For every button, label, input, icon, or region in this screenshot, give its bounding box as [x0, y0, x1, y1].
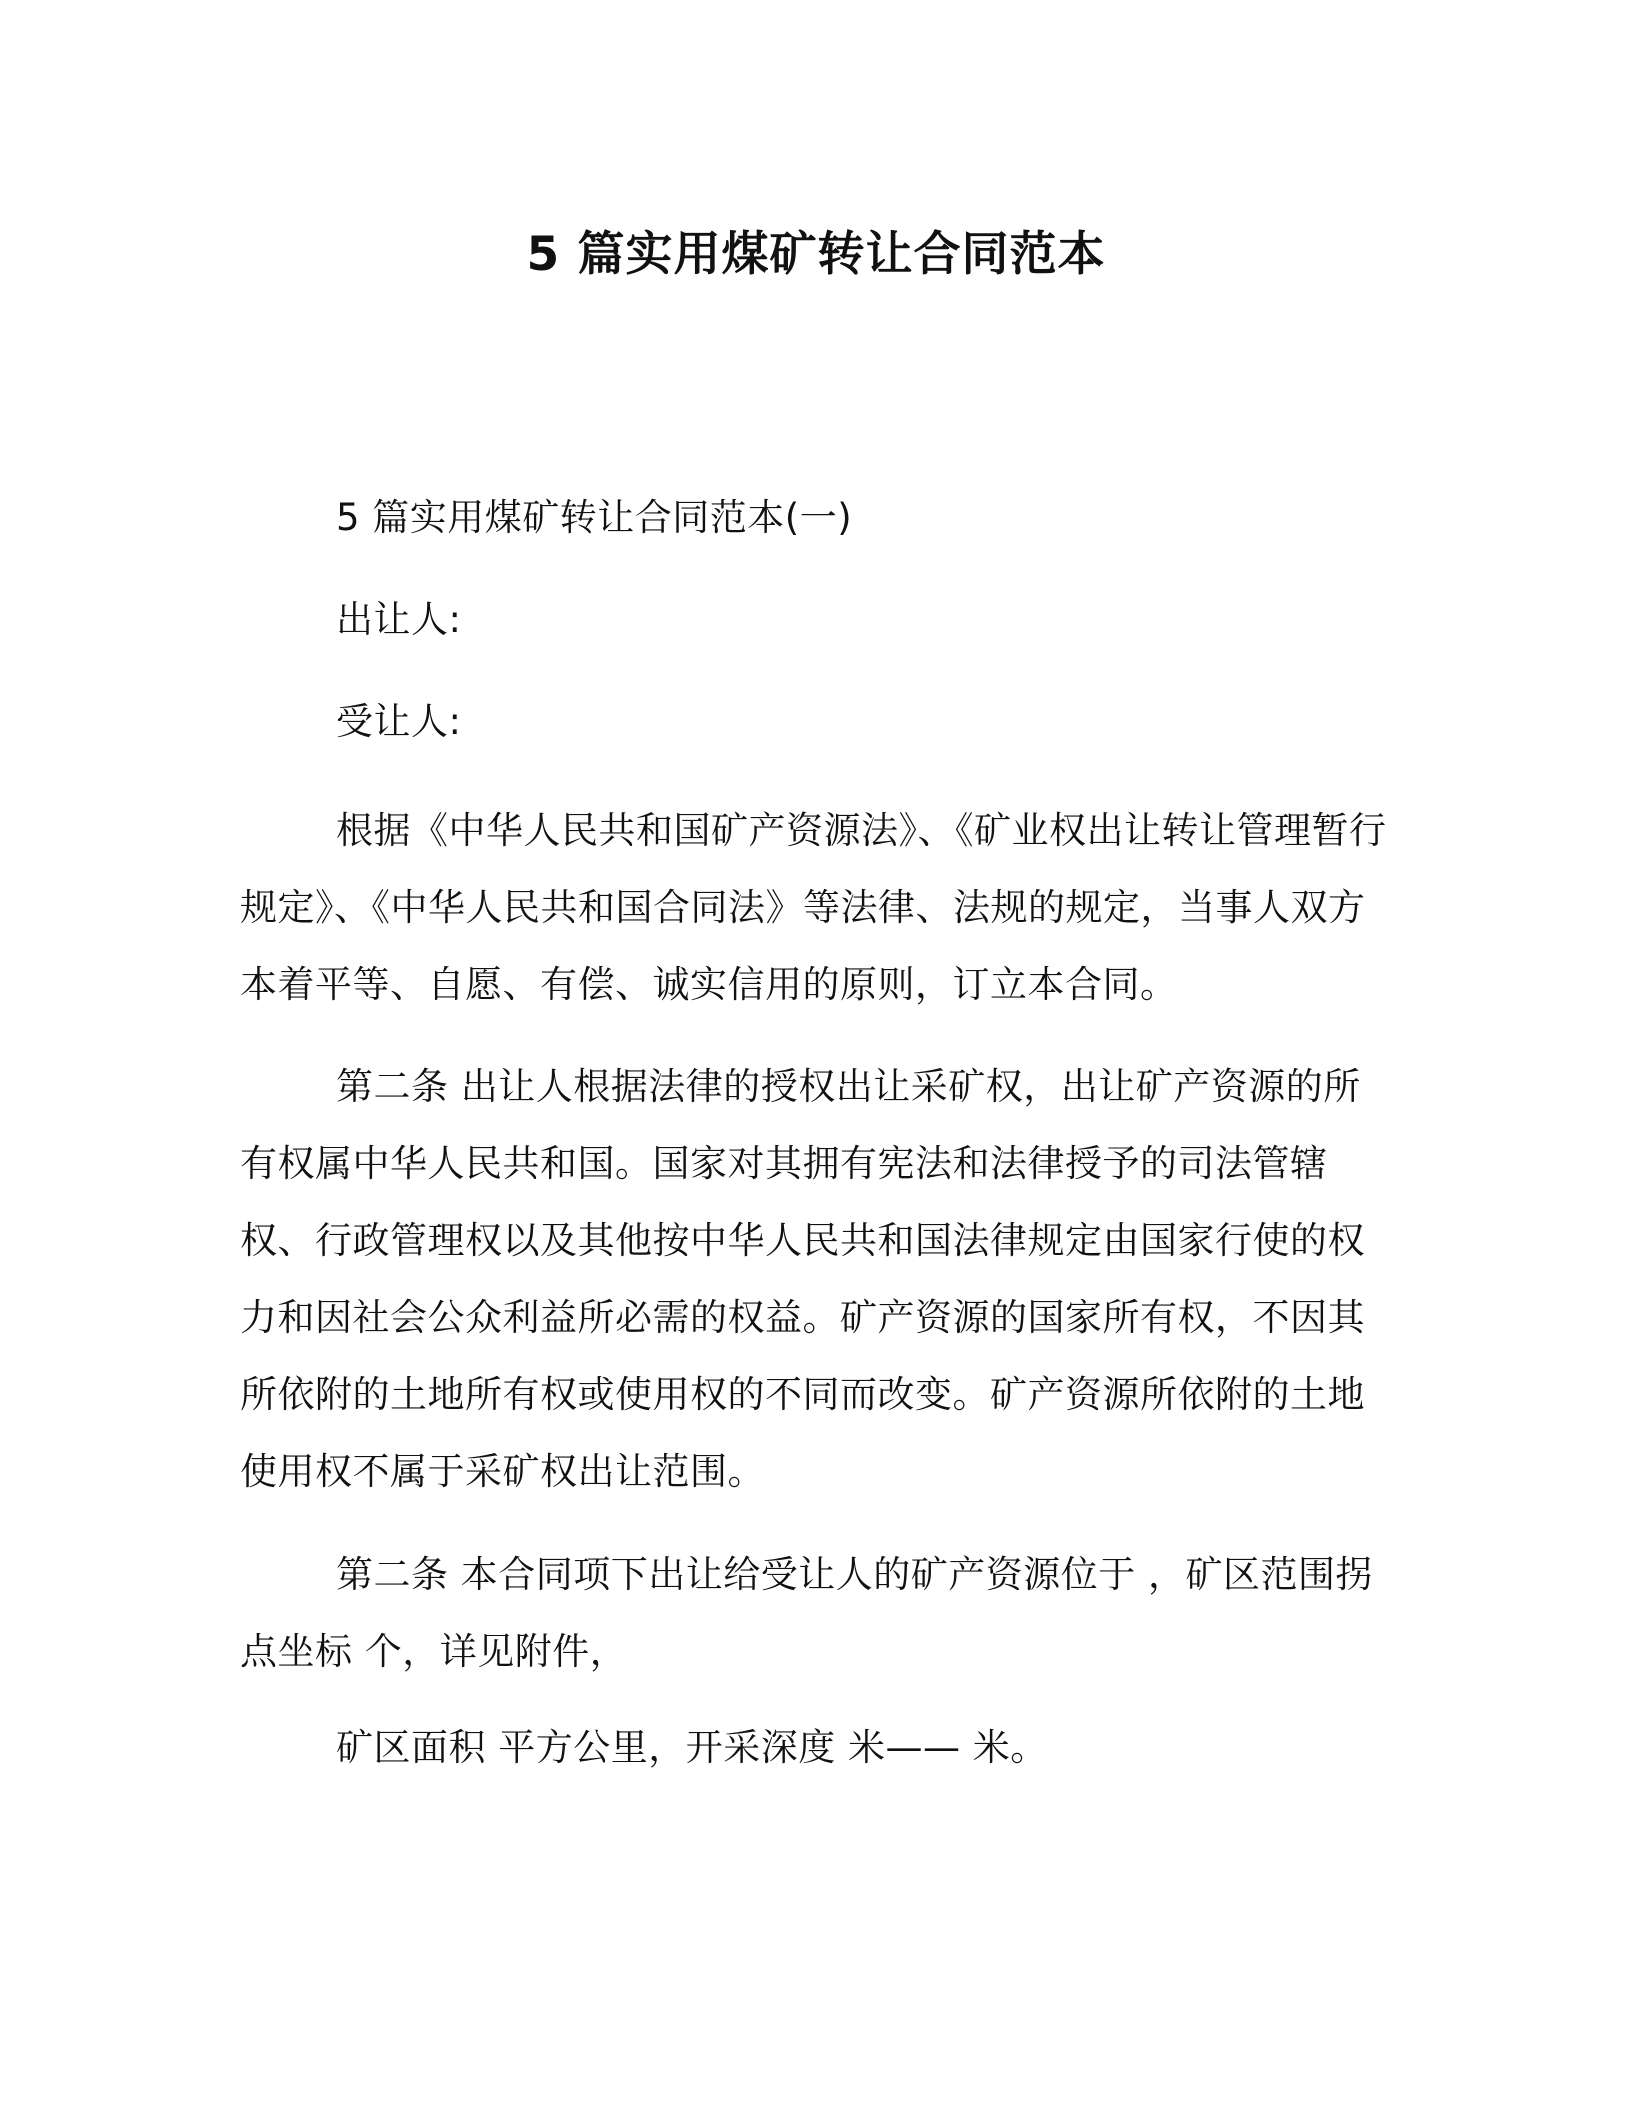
article-paragraph-2: 第二条 本合同项下出让给受让人的矿产资源位于 ，矿区范围拐点坐标 个，详见附件， — [240, 1553, 1374, 1673]
preamble-paragraph: 根据《中华人民共和国矿产资源法》、《矿业权出让转让管理暂行规定》、《中华人民共和国合同法》等法律、法规的规定，当事人双方本着平等、自愿、有偿、诚实信用的原则，订立本合同。 — [240, 809, 1387, 1006]
transferor-label: 出让人: — [336, 598, 462, 641]
article-paragraph-1: 第二条 出让人根据法律的授权出让采矿权，出让矿产资源的所有权属中华人民共和国。国家对其拥有宪法和法律授予的司法管辖权、行政管理权以及其他按中华人民共和国法律规定由国家行使的权力和因社会公众利益所必需的权益。矿产资源的国家所有权，不因其所依附的土地所有权或使用权的不同而改变。矿产资源所依附的土地使用权不属于采矿权出让范围。 — [240, 1065, 1365, 1493]
contract-subtitle: 5 篇实用煤矿转让合同范本(一) — [336, 496, 853, 539]
transferee-label: 受让人: — [336, 700, 462, 743]
document-title: 5 篇实用煤矿转让合同范本 — [526, 227, 1106, 282]
mining-area-line: 矿区面积 平方公里，开采深度 米—— 米。 — [336, 1726, 1048, 1769]
